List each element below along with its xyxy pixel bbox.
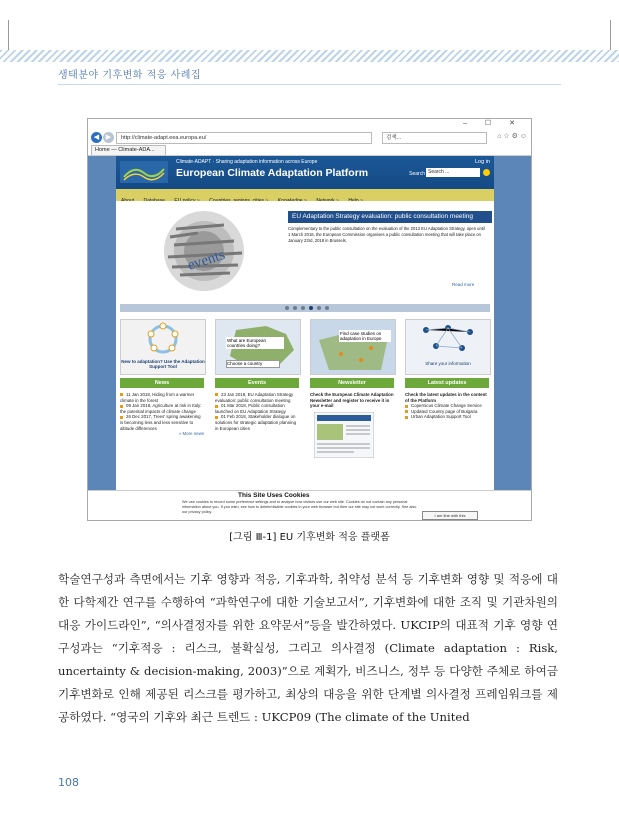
event-item[interactable]: 01 Feb 2018, Stakeholder dialogue on solutions for strategic adaptation planning in European cities: [215, 414, 297, 431]
crop-mark: [0, 20, 9, 50]
cookie-banner: [88, 490, 531, 521]
platform-screenshot: [87, 118, 532, 521]
update-item[interactable]: Copernicus Climate Change Service: [405, 403, 489, 409]
search-label: Search: [409, 171, 425, 177]
update-item[interactable]: Updated Country page of Bulgaria: [405, 409, 489, 415]
featured-title[interactable]: EU Adaptation Strategy evaluation: public consultation meeting: [288, 211, 492, 223]
page-number: 108: [58, 776, 79, 789]
pager-dot[interactable]: [301, 306, 305, 310]
more-news-link[interactable]: » More news: [178, 431, 204, 437]
updates-list: [405, 392, 489, 420]
content-columns: [120, 378, 490, 488]
news-item[interactable]: 11 Jan 2018, Hiding from a warmer climate in the forest: [120, 392, 195, 403]
tile-adaptation-label: New to adaptation? Use the Adaptation Support Tool: [121, 359, 205, 369]
bullet-icon: [215, 416, 218, 419]
header-rule: [58, 84, 561, 85]
browser-tab[interactable]: Home — Climate-ADA...: [91, 145, 166, 155]
tab-strip: [88, 145, 531, 156]
tile-adaptation-tool[interactable]: [120, 319, 206, 375]
running-header: 생태분야 기후변화 적응 사례집: [58, 70, 202, 81]
bullet-icon: [120, 393, 123, 396]
cookie-title: This Site Uses Cookies: [238, 492, 310, 499]
feature-tiles: [120, 319, 490, 375]
newsletter-heading[interactable]: Newsletter: [310, 378, 394, 388]
pager-dot[interactable]: [325, 306, 329, 310]
back-icon[interactable]: ◀: [91, 132, 102, 143]
updates-intro: Check the latest updates in the content of the Platform: [405, 392, 487, 403]
case-study-map-icon: [311, 320, 395, 374]
events-heading[interactable]: Events: [215, 378, 299, 388]
events-list: [215, 392, 299, 431]
main-menu: [116, 189, 494, 201]
pager-dot-active[interactable]: [309, 306, 313, 310]
browser-titlebar: [88, 119, 531, 131]
featured-body: Complementary to the public consultation on the evaluation of the 2013 EU Adaptation Strategy, open until 1 March 2018, the European Commission organises a public consultation meeting that will take place on January 23rd, 2018 in Brussels.: [288, 226, 485, 243]
news-heading[interactable]: News: [120, 378, 204, 388]
tile-countries[interactable]: [215, 319, 301, 375]
bullet-icon: [405, 410, 408, 413]
tile-share-label: Share your information: [425, 361, 471, 366]
tile-case-studies[interactable]: [310, 319, 396, 375]
slider-pager: [120, 304, 490, 312]
tile-case-studies-label: Find case studies on adaptation in Europe: [339, 330, 391, 342]
svg-text:events: events: [185, 246, 228, 274]
body-paragraph: 학술연구성과 측면에서는 기후 영향과 적응, 기후과학, 취약성 분석 등 기후변화 영향 및 적응에 대한 다학제간 연구를 수행하여 “과학연구에 대한 기술보고서”, 기후변화에 대한 조직 및 기관차원의 대응 가이드라인”, “의사결정자를 위한 요약문서”등을 발간하였다. UKCIP의 대표적 기후 영향 연구성과는 “기후적응 : 리스크, 불확실성, 그리고 의사결정 (Climate adaptation : Risk, uncertainty & decision-making, 2003)”으로 계획가, 비즈니스, 정부 등 다양한 주체로 하여금 기후변화로 인해 제공된 리스크를 평가하고, 최상의 대응을 위한 단계별 의사결정 프레임워크를 제공하였다. “영국의 기후와 최근 트렌드 : UKCP09 (The climate of the United: [58, 572, 558, 724]
page-background: [88, 156, 531, 490]
pager-dot[interactable]: [285, 306, 289, 310]
search-go-icon[interactable]: [483, 169, 490, 176]
forward-icon[interactable]: ▶: [103, 132, 114, 143]
site-title[interactable]: European Climate Adaptation Platform: [176, 167, 369, 179]
toolbar-icons[interactable]: ⌂ ☆ ⚙ ☺: [497, 133, 527, 140]
browser-search-field[interactable]: 검색...: [382, 132, 487, 144]
login-link[interactable]: Log in: [475, 159, 490, 165]
people-network-icon: [406, 320, 490, 360]
cookie-accept-button[interactable]: I am fine with this: [422, 511, 478, 520]
tile-countries-question: What are European countries doing?: [226, 337, 284, 349]
newsletter-thumbnail-icon[interactable]: [314, 412, 374, 458]
cycle-diagram-icon: [121, 320, 205, 358]
address-bar-row: [88, 131, 531, 145]
website: [116, 156, 494, 490]
bullet-icon: [120, 416, 123, 419]
news-list: [120, 392, 204, 437]
event-item[interactable]: 23 Jan 2018, EU Adaptation Strategy evaluation: public consultation meeting: [215, 392, 294, 403]
bullet-icon: [405, 405, 408, 408]
site-search-input[interactable]: Search ...: [426, 168, 480, 177]
bullet-icon: [215, 393, 218, 396]
newsletter-text[interactable]: Check the European Climate Adaptation Newsletter and register to receive it in your e-mail: [310, 392, 394, 409]
window-controls[interactable]: – ☐ ✕: [463, 120, 523, 127]
news-item[interactable]: 09 Jan 2018, Agriculture at risk in Italy: the potential impacts of climate change: [120, 403, 202, 414]
eea-logo[interactable]: [120, 161, 168, 183]
update-item[interactable]: Urban Adaptation Support Tool: [405, 414, 489, 420]
pager-dot[interactable]: [317, 306, 321, 310]
read-more-link[interactable]: Read more: [452, 282, 475, 287]
url-field[interactable]: http://climate-adapt.eea.europa.eu/: [116, 132, 372, 144]
pager-dot[interactable]: [293, 306, 297, 310]
news-item[interactable]: 26 Dec 2017, Trees' spring awakening is becoming less and less sensitive to altitude differences: [120, 414, 201, 431]
newsletter-body: [310, 392, 394, 459]
feature-slider: [116, 201, 494, 301]
bullet-icon: [120, 405, 123, 408]
event-item[interactable]: 01 Mar 2018, Public consultation launched on EU Adaptation Strategy: [215, 403, 286, 414]
country-select[interactable]: Choose a country: [226, 360, 280, 368]
site-tagline: Climate-ADAPT · Sharing adaptation information across Europe: [176, 159, 318, 165]
crop-mark: [610, 20, 619, 50]
bullet-icon: [405, 416, 408, 419]
header-stripe: [0, 50, 619, 62]
updates-heading[interactable]: Latest updates: [405, 378, 489, 388]
cookie-text: We use cookies to record some preference settings and to analyse how visitors use our web site. Cookies do not contain any personal information about you. If you wish, see how to delete/disable cookies in your web browser but then our site may not work correctly. See also our privacy policy.: [182, 500, 417, 514]
bullet-icon: [215, 405, 218, 408]
site-banner: [116, 156, 494, 189]
tile-share[interactable]: [405, 319, 491, 375]
events-word-cloud-image[interactable]: [134, 207, 274, 295]
figure-caption: [그림 Ⅲ-1] EU 기후변화 적응 플랫폼: [229, 532, 390, 543]
